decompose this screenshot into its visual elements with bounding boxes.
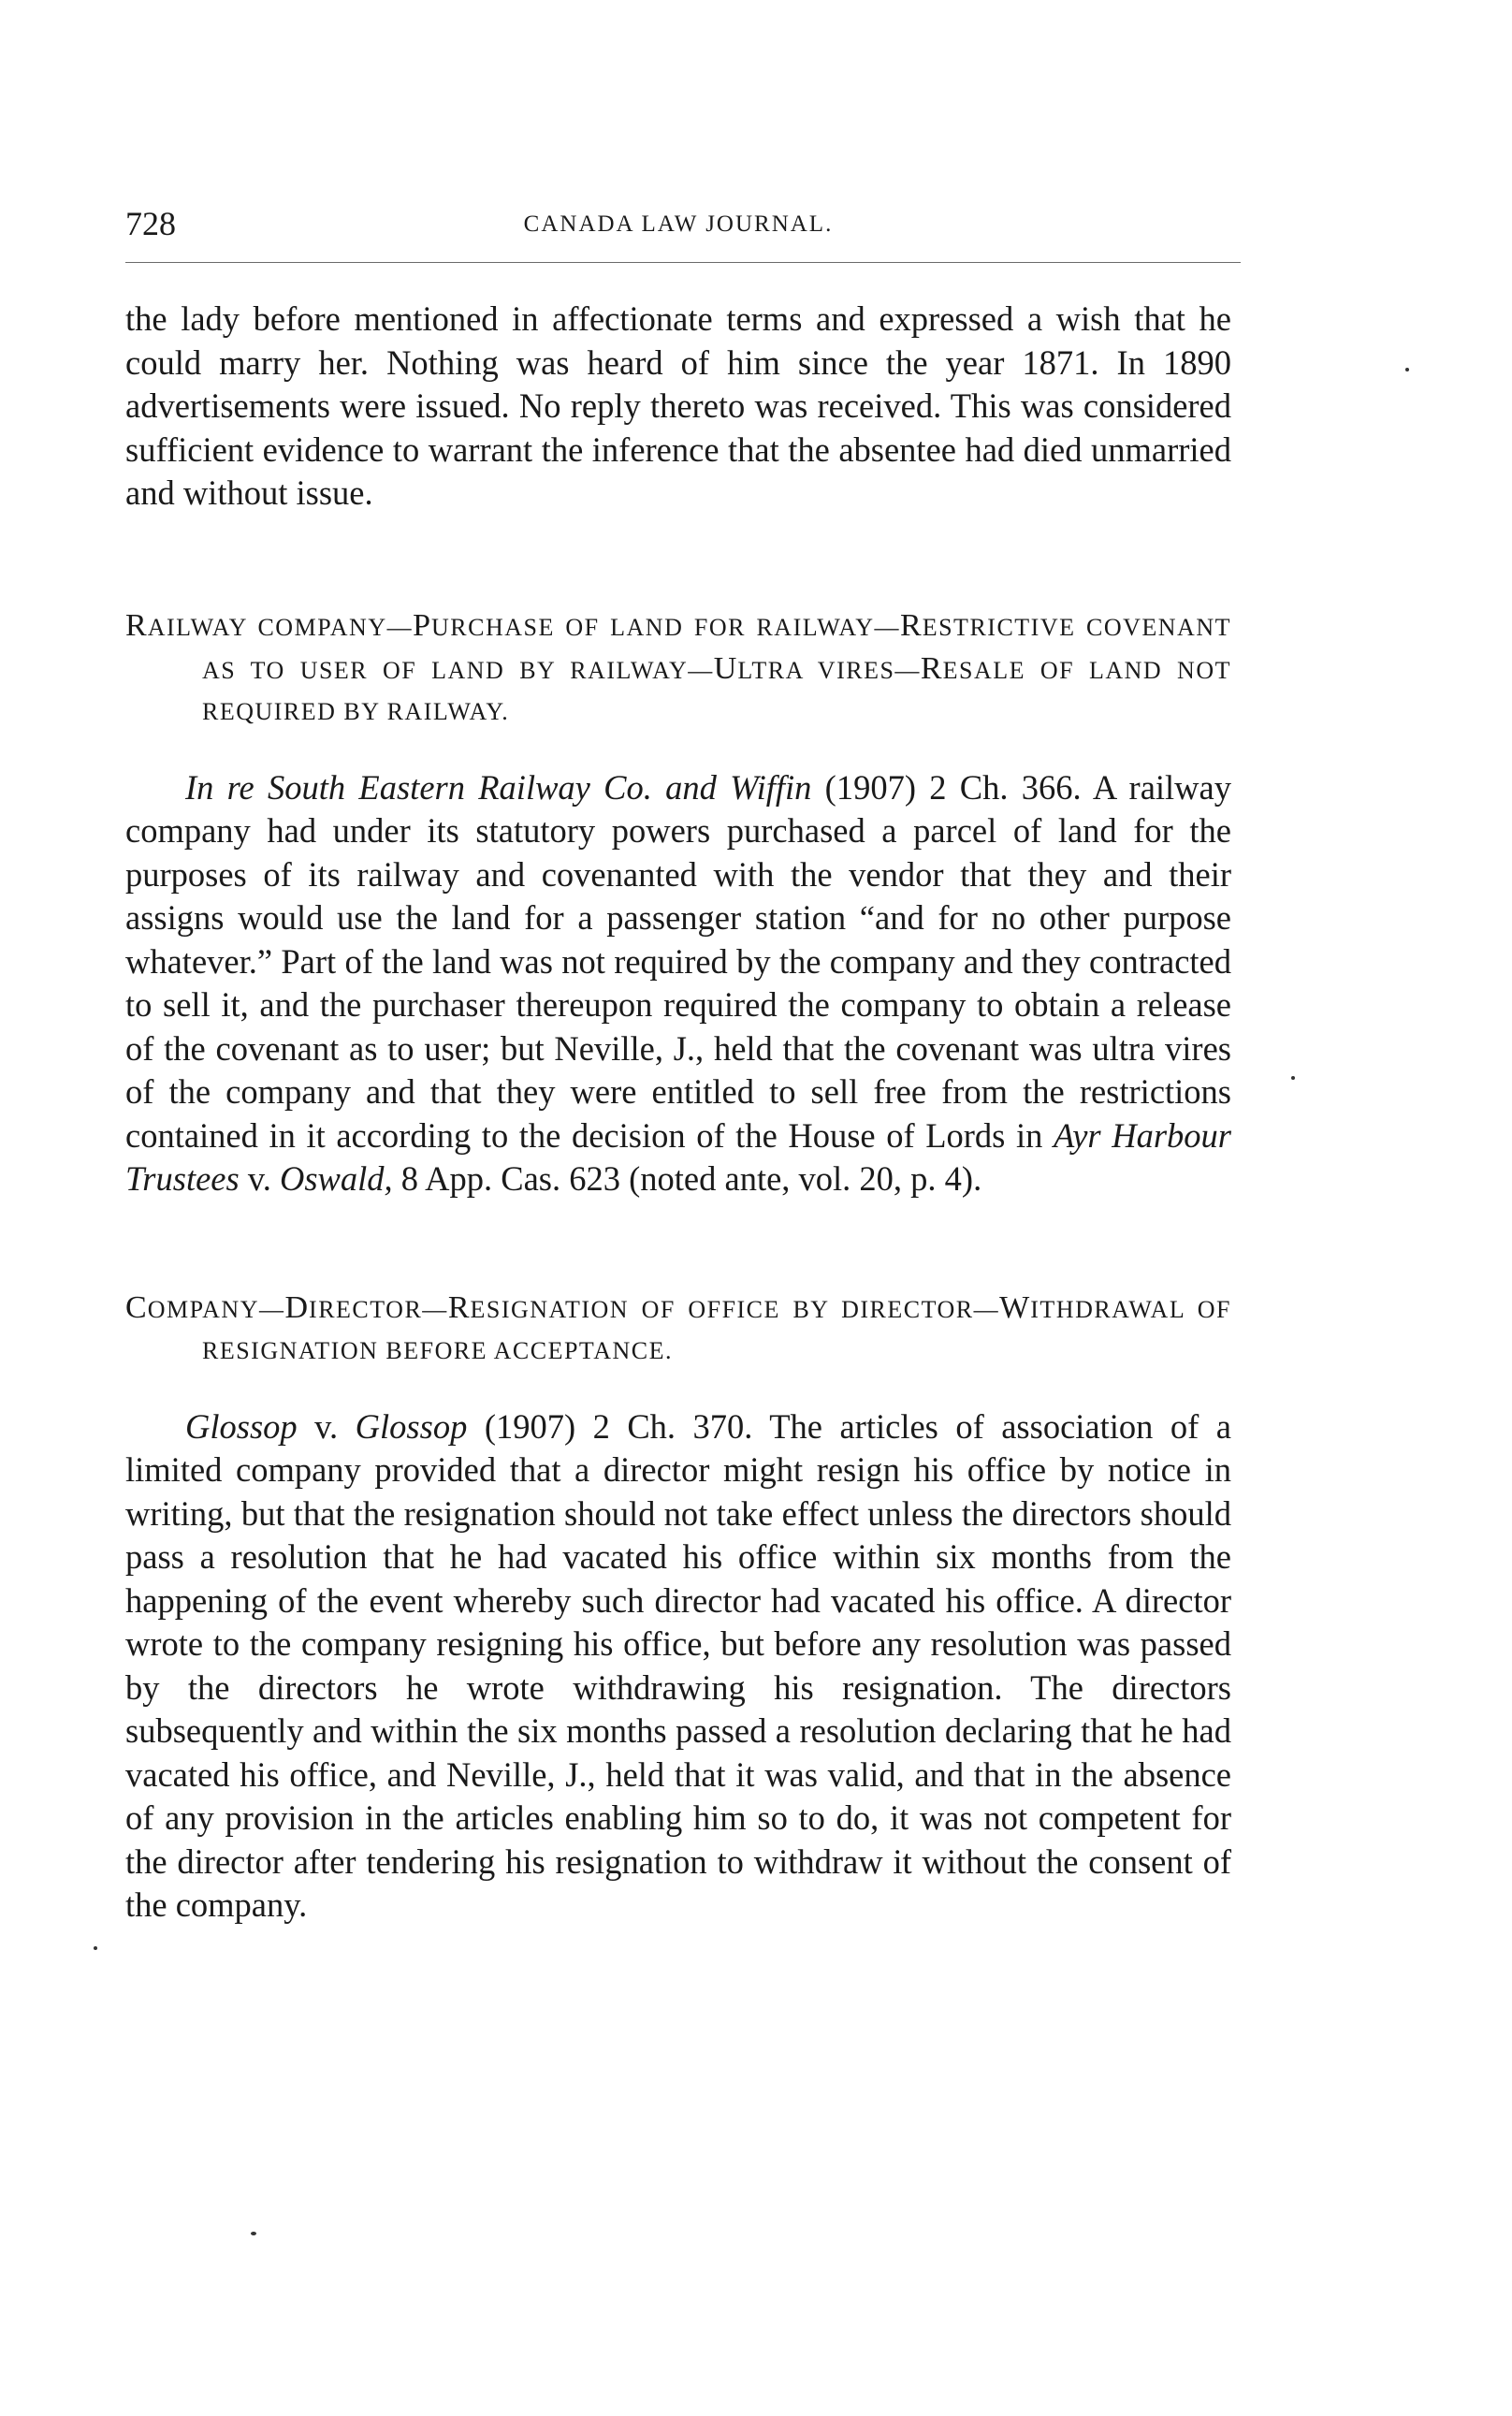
header-rule <box>125 262 1241 263</box>
case-paragraph-wiffin <box>125 766 1231 1201</box>
heading-segment: PURCHASE OF LAND FOR RAILWAY— <box>413 607 901 643</box>
versus-text: v. <box>297 1406 356 1446</box>
heading-segment: DIRECTOR— <box>284 1289 448 1325</box>
scan-speck <box>94 1946 97 1950</box>
heading-segment: RAILWAY COMPANY— <box>125 607 414 643</box>
section-heading-company <box>125 1288 1231 1372</box>
heading-segment: RESTRICTIVE COVENANT AS TO USER OF LAND BY RAILWAY— <box>202 607 1231 684</box>
case-body-end: 8 App. Cas. 623 (noted ante, vol. 20, p. 4). <box>392 1159 982 1198</box>
case-paragraph-glossop <box>125 1405 1231 1928</box>
section-heading-railway <box>125 605 1231 733</box>
heading-segment: ULTRA VIRES— <box>713 650 921 686</box>
case-citation: (1907) 2 Ch. 370. <box>467 1406 753 1446</box>
case-party: Glossop <box>355 1406 468 1446</box>
journal-title: CANADA LAW JOURNAL. <box>523 211 834 237</box>
case-body: A railway company had under its statutory powers purchased a parcel of land for the purposes of its railway and covenanted with the vendor that they and their assigns would use the land for a passenger station “and for no other purpose whatever.” Part of the land was not required by the company and they contracted to sell it, and the purchaser thereupon required the company to obtain a release of the covenant as to user; but Neville, J., held that the covenant was ultra vires of the company and that they were entitled to sell free from the restrictions contained in it according to the decision of the House of Lords in <box>125 767 1231 1155</box>
case-citation: (1907) 2 Ch. 366. <box>811 767 1082 807</box>
scan-speck <box>251 2232 256 2235</box>
opening-paragraph: the lady before mentioned in affectionate terms and expressed a wish that he could marry her. Nothing was heard of him since the year 1871. In 1890 advertisements were issued. No reply thereto was received. This was considered sufficient evidence to warrant the inference that the absentee had died unmarried and without issue. <box>125 299 1231 512</box>
case-party: Glossop <box>185 1406 298 1446</box>
heading-segment: WITHDRAWAL OF RESIGNATION BEFORE ACCEPTANCE. <box>202 1289 1231 1364</box>
page-content <box>125 196 1231 1928</box>
cited-case-party: Ayr Harbour Trustees <box>125 1115 1231 1198</box>
case-body: The articles of association of a limited company provided that a director might resign his office by notice in writing, but that the resignation should not take effect unless the directors should pass a resolution that he had vacated his office within six months from the happening of the event whereby such director had vacated his office. A director wrote to the company resigning his office, but before any resolution was passed by the directors he wrote withdrawing his resignation. The directors subsequently and within the six months passed a resolution declaring that he had vacated his office, and Neville, J., held that it was valid, and that in the absence of any provision in the articles enabling him so to do, it was not competent for the director after tendering his resignation to withdraw it without the consent of the company. <box>125 1406 1231 1924</box>
scan-speck <box>1405 368 1409 371</box>
heading-segment: RESALE OF LAND NOT REQUIRED BY RAILWAY. <box>202 650 1231 725</box>
page-number: 728 <box>125 205 176 242</box>
running-head <box>125 196 1231 253</box>
heading-segment: RESIGNATION OF OFFICE BY DIRECTOR— <box>447 1289 1000 1325</box>
versus-text: v. <box>239 1159 280 1198</box>
scan-speck <box>1291 1076 1295 1080</box>
heading-segment: COMPANY— <box>125 1289 285 1325</box>
cited-case-party: Oswald, <box>279 1159 393 1198</box>
case-name: In re South Eastern Railway Co. and Wiffin <box>185 767 812 807</box>
